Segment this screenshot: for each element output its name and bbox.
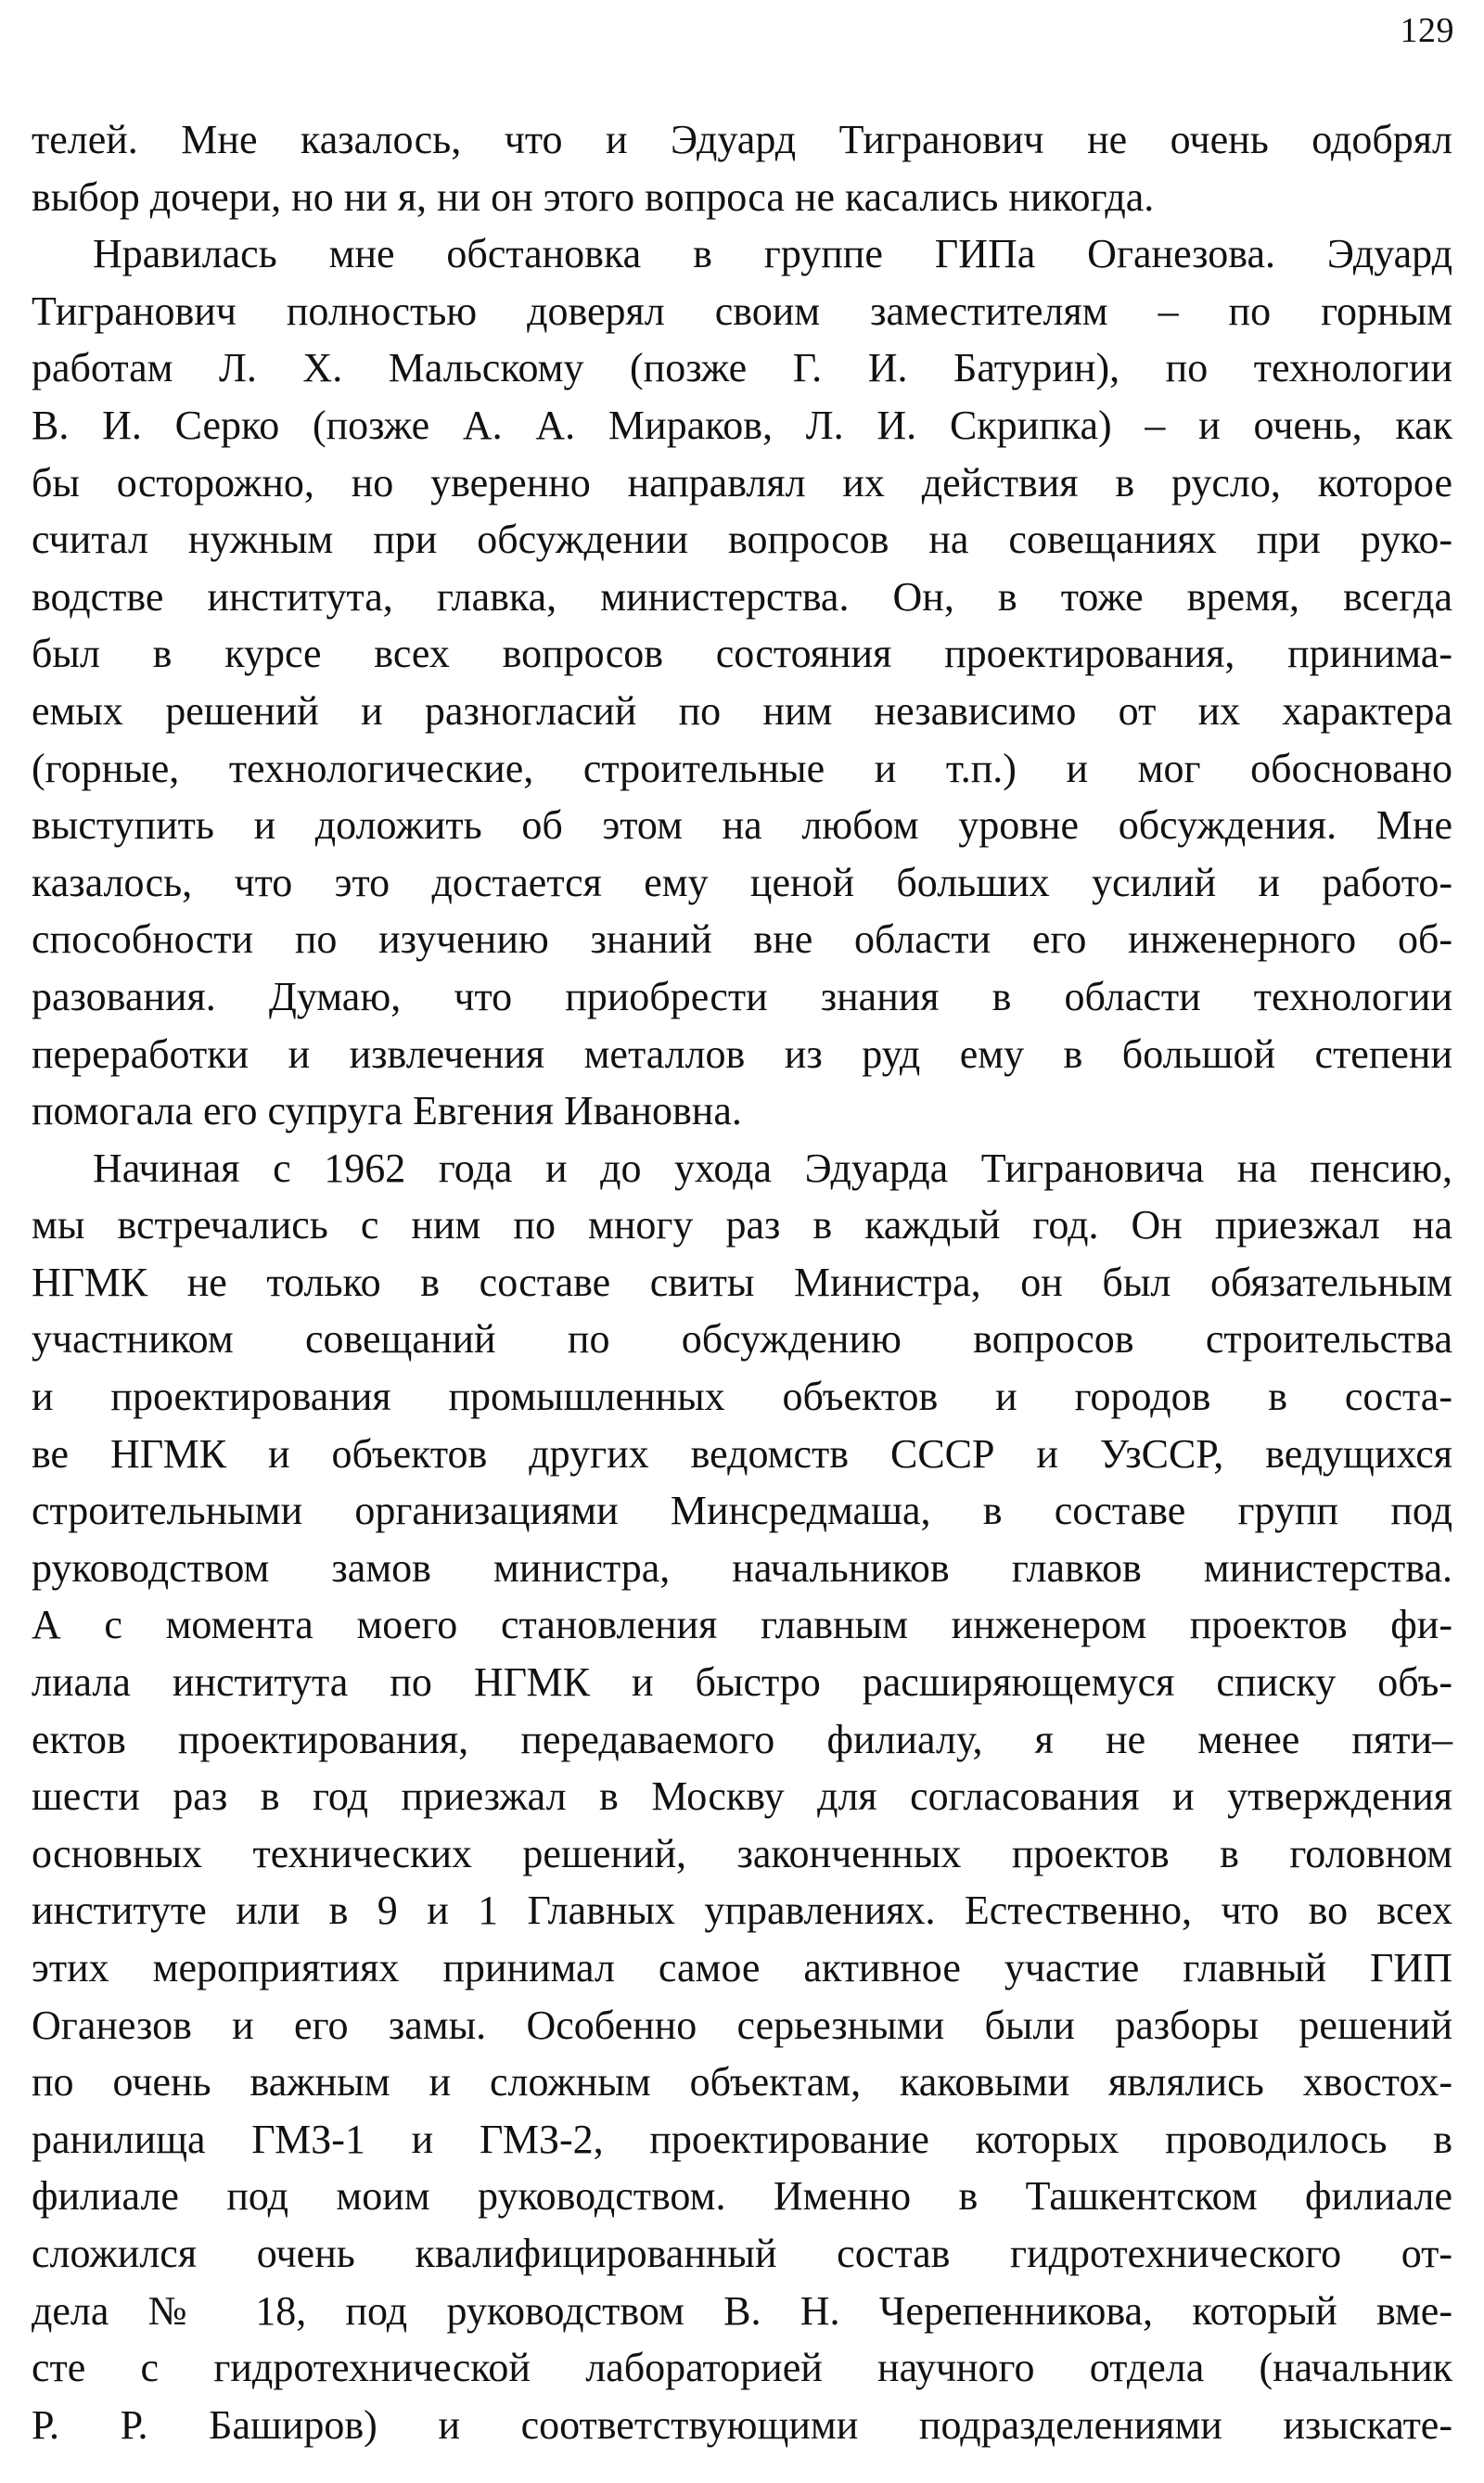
- text-line: филиале под моим руководством. Именно в Ташкентском филиале: [32, 2173, 1452, 2220]
- text-line: Начиная с 1962 года и до ухода Эдуарда Тиграновича на пенсию,: [93, 1145, 1452, 1191]
- text-line: ве НГМК и объектов других ведомств СССР и УзССР, ведущихся: [32, 1430, 1452, 1477]
- paragraph: [32, 225, 1452, 1140]
- text-line: дела № 18, под руководством В. Н. Черепенникова, который вме-: [32, 2287, 1452, 2334]
- text-line: шести раз в год приезжал в Москву для согласования и утверждения: [32, 1773, 1452, 1820]
- text-line: (горные, технологические, строительные и т.п.) и мог обосновано: [32, 745, 1452, 791]
- text-line: строительными организациями Минсредмаша, в составе групп под: [32, 1488, 1452, 1534]
- text-line: выбор дочери, но ни я, ни он этого вопроса не касались никогда.: [32, 173, 1155, 220]
- text-line: способности по изучению знаний вне области его инженерного об-: [32, 916, 1452, 963]
- text-line: выступить и доложить об этом на любом уровне обсуждения. Мне: [32, 802, 1452, 849]
- text-line: и проектирования промышленных объектов и городов в соста-: [32, 1374, 1452, 1420]
- text-line: работам Л. Х. Мальскому (позже Г. И. Батурин), по технологии: [32, 345, 1452, 391]
- text-line: емых решений и разногласий по ним независимо от их характера: [32, 687, 1452, 734]
- text-line: Нравилась мне обстановка в группе ГИПа Оганезова. Эдуард: [93, 231, 1452, 277]
- text-line: лиала института по НГМК и быстро расширяющемуся списку объ-: [32, 1659, 1452, 1706]
- text-line: этих мероприятиях принимал самое активное участие главный ГИП: [32, 1945, 1452, 1990]
- text-line: телей. Мне казалось, что и Эдуард Тигранович не очень одобрял: [32, 117, 1452, 162]
- text-line: по очень важным и сложным объектам, каковыми являлись хвостох-: [32, 2059, 1452, 2105]
- page-number: 129: [1400, 11, 1454, 50]
- text-line: разования. Думаю, что приобрести знания в области технологии: [32, 973, 1452, 1019]
- text-line: бы осторожно, но уверенно направлял их действия в русло, которое: [32, 459, 1452, 506]
- text-line: институте или в 9 и 1 Главных управлениях. Естественно, что во всех: [32, 1888, 1452, 1934]
- text-line: казалось, что это достается ему ценой больших усилий и работо-: [32, 859, 1452, 905]
- body-text: [32, 111, 1452, 2453]
- text-line: участником совещаний по обсуждению вопросов строительства: [32, 1316, 1452, 1363]
- text-line: НГМК не только в составе свиты Министра, он был обязательным: [32, 1259, 1452, 1305]
- text-line: руководством замов министра, начальников главков министерства.: [32, 1544, 1452, 1591]
- paragraph: [32, 1140, 1452, 2454]
- text-line: В. И. Серко (позже А. А. Мираков, Л. И. Скрипка) – и очень, как: [32, 402, 1452, 448]
- text-line: Р. Р. Баширов) и соответствующими подразделениями изыскате-: [32, 2401, 1452, 2448]
- text-line: водстве института, главка, министерства. Он, в тоже время, всегда: [32, 573, 1452, 620]
- text-line: ранилища ГМЗ-1 и ГМЗ-2, проектирование которых проводилось в: [32, 2116, 1452, 2162]
- text-line: переработки и извлечения металлов из руд ему в большой степени: [32, 1030, 1452, 1077]
- text-line: ектов проектирования, передаваемого филиалу, я не менее пяти–: [32, 1716, 1452, 1762]
- paragraph: [32, 111, 1452, 225]
- text-line: Оганезов и его замы. Особенно серьезными были разборы решений: [32, 2002, 1452, 2048]
- text-line: мы встречались с ним по многу раз в каждый год. Он приезжал на: [32, 1202, 1452, 1248]
- text-line: был в курсе всех вопросов состояния проектирования, принима-: [32, 631, 1452, 677]
- text-line: помогала его супруга Евгения Ивановна.: [32, 1088, 742, 1134]
- text-line: сте с гидротехнической лабораторией научного отдела (начальник: [32, 2345, 1452, 2391]
- text-line: А с момента моего становления главным инженером проектов фи-: [32, 1602, 1452, 1648]
- text-line: сложился очень квалифицированный состав гидротехнического от-: [32, 2230, 1452, 2276]
- text-line: Тигранович полностью доверял своим заместителям – по горным: [32, 288, 1452, 334]
- text-line: основных технических решений, законченных проектов в головном: [32, 1830, 1452, 1876]
- text-line: считал нужным при обсуждении вопросов на совещаниях при руко-: [32, 517, 1452, 563]
